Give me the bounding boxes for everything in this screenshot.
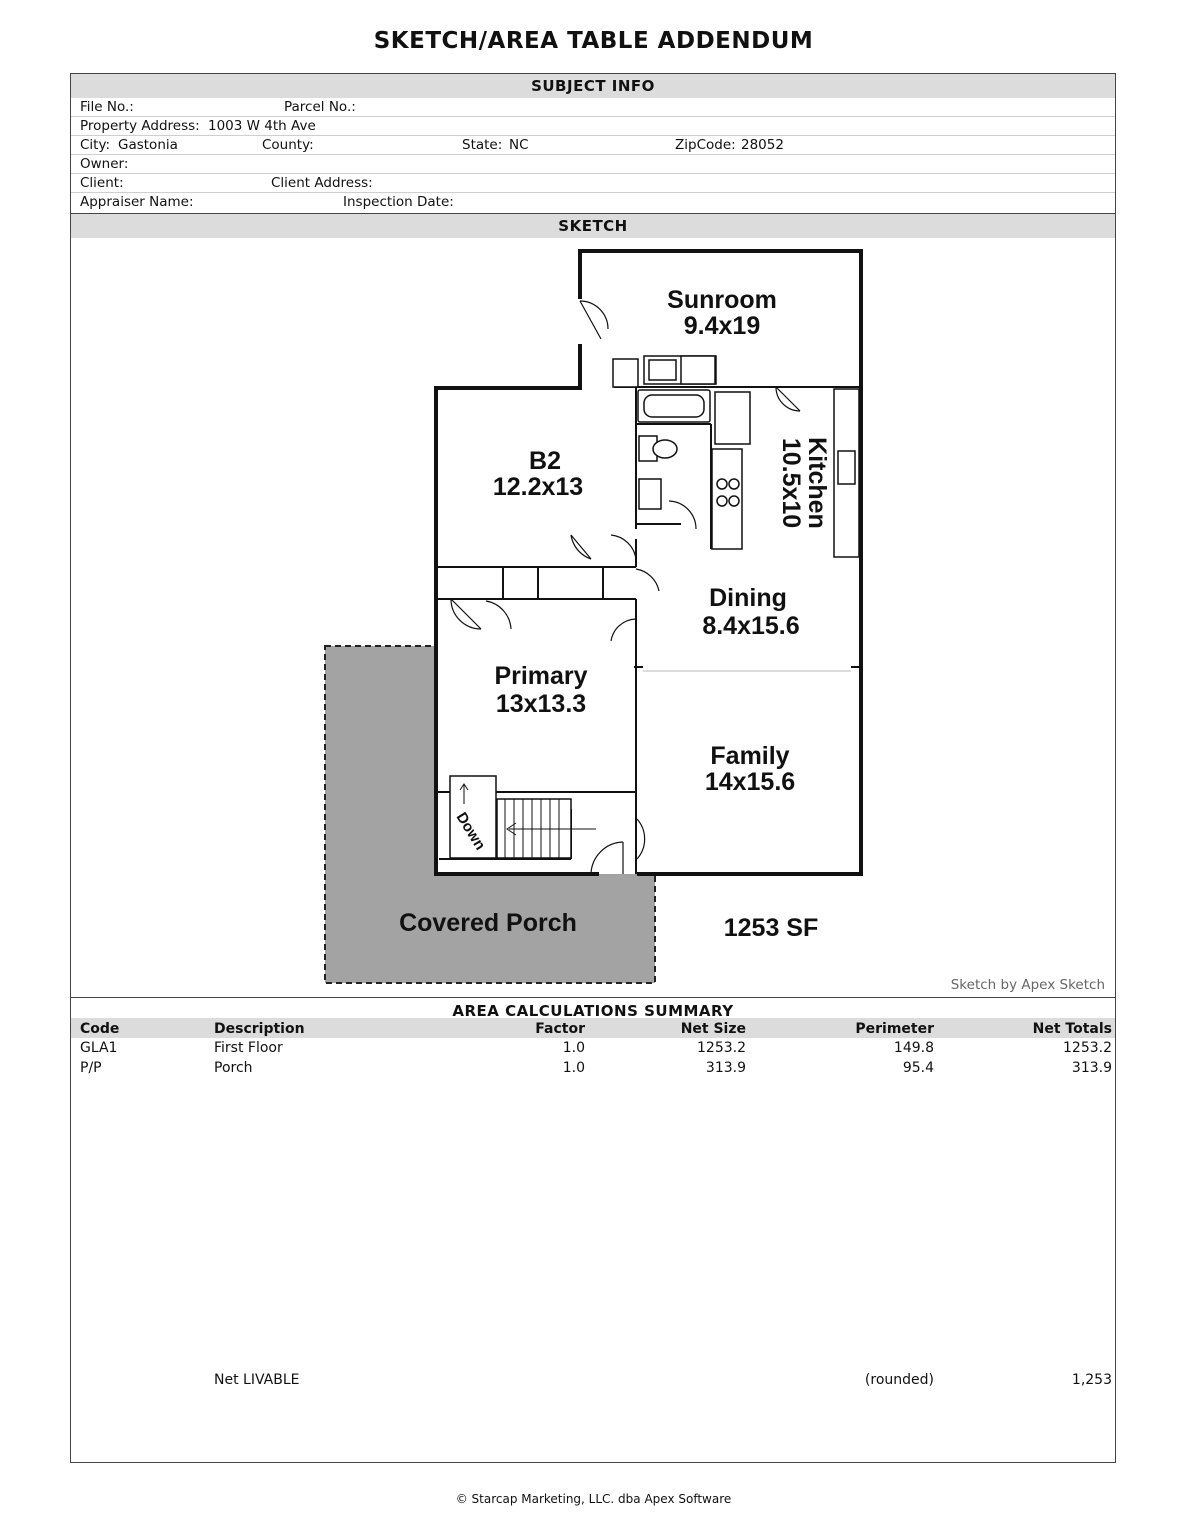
row1-factor: 1.0: [562, 1040, 585, 1056]
floor-plan-sketch: [71, 239, 1115, 996]
row1-net-size: 1253.2: [697, 1040, 746, 1056]
dining-name: Dining: [709, 584, 787, 612]
row2-factor: 1.0: [562, 1060, 585, 1076]
dining-dims: 8.4x15.6: [702, 612, 800, 640]
subject-row-city: [71, 136, 1115, 155]
inspection-label: Inspection Date:: [343, 194, 454, 210]
col-code: Code: [80, 1021, 120, 1037]
bath-sink-icon: [639, 479, 661, 509]
toilet-bowl-icon: [653, 440, 677, 458]
house-interior: [436, 251, 861, 874]
b2-name: B2: [529, 447, 561, 475]
row1-code: GLA1: [80, 1040, 118, 1056]
covered-porch-label: Covered Porch: [399, 909, 577, 937]
kitchen-sink-icon: [838, 451, 855, 484]
kitchen-dims: 10.5x10: [777, 437, 805, 529]
net-livable-label: Net LIVABLE: [214, 1372, 300, 1388]
refrigerator-icon: [715, 392, 750, 444]
stove-burner-icon: [717, 496, 727, 506]
row1-perimeter: 149.8: [893, 1040, 934, 1056]
county-label: County:: [262, 137, 314, 153]
subject-row-owner: [71, 155, 1115, 174]
subject-row-address: [71, 117, 1115, 136]
client-address-label: Client Address:: [271, 175, 373, 191]
row2-code: P/P: [80, 1060, 102, 1076]
client-label: Client:: [80, 175, 124, 191]
primary-name: Primary: [494, 662, 588, 690]
stove-burner-icon: [729, 496, 739, 506]
state-label: State:: [462, 137, 503, 153]
col-net-size: Net Size: [680, 1021, 746, 1037]
city-value: Gastonia: [118, 137, 178, 153]
row2-net-total: 313.9: [1071, 1060, 1112, 1076]
washer-icon: [649, 360, 676, 380]
addendum-frame: [70, 73, 1116, 1463]
copyright-footer: © Starcap Marketing, LLC. dba Apex Software: [455, 1492, 732, 1506]
net-livable-total: 1,253: [1071, 1372, 1112, 1388]
primary-dims: 13x13.3: [495, 690, 587, 718]
sketch-header: SKETCH: [71, 214, 1115, 238]
rounded-label: (rounded): [864, 1372, 934, 1388]
kitchen-name: Kitchen: [803, 437, 831, 529]
col-description: Description: [214, 1021, 305, 1037]
col-net-totals: Net Totals: [1032, 1021, 1112, 1037]
sketch-credit: Sketch by Apex Sketch: [950, 977, 1105, 993]
kitchen-label: [777, 437, 831, 529]
subject-row-file: [71, 98, 1115, 117]
stairs-down-label: Down: [452, 809, 489, 854]
row1-net-total: 1253.2: [1063, 1040, 1112, 1056]
sunroom-name: Sunroom: [667, 286, 777, 314]
sunroom-dims: 9.4x19: [683, 312, 761, 340]
document-title: SKETCH/AREA TABLE ADDENDUM: [373, 28, 814, 54]
family-name: Family: [710, 742, 790, 770]
parcel-no-label: Parcel No.:: [284, 99, 356, 115]
zip-value: 28052: [741, 137, 784, 153]
file-no-label: File No.:: [80, 99, 134, 115]
family-dims: 14x15.6: [704, 768, 796, 796]
appraiser-label: Appraiser Name:: [80, 194, 194, 210]
zip-label: ZipCode:: [675, 137, 736, 153]
subject-row-appraiser: [71, 193, 1115, 214]
col-factor: Factor: [535, 1021, 585, 1037]
property-address-value: 1003 W 4th Ave: [208, 118, 316, 134]
subject-info-header: SUBJECT INFO: [71, 74, 1115, 98]
water-heater-icon: [613, 359, 638, 387]
col-perimeter: Perimeter: [855, 1021, 934, 1037]
row2-description: Porch: [214, 1060, 253, 1076]
b2-dims: 12.2x13: [492, 473, 584, 501]
state-value: NC: [509, 137, 529, 153]
stove-burner-icon: [729, 479, 739, 489]
property-address-label: Property Address:: [80, 118, 200, 134]
owner-label: Owner:: [80, 156, 129, 172]
stove-burner-icon: [717, 479, 727, 489]
row2-perimeter: 95.4: [902, 1060, 934, 1076]
bathtub-basin-icon: [644, 395, 704, 417]
total-sf-label: 1253 SF: [723, 914, 819, 942]
subject-row-client: [71, 174, 1115, 193]
area-calc-title: AREA CALCULATIONS SUMMARY: [452, 1002, 734, 1020]
row1-description: First Floor: [214, 1040, 283, 1056]
city-label: City:: [80, 137, 111, 153]
area-calc-header: [71, 997, 1115, 1039]
row2-net-size: 313.9: [705, 1060, 746, 1076]
dryer-icon: [681, 356, 715, 384]
